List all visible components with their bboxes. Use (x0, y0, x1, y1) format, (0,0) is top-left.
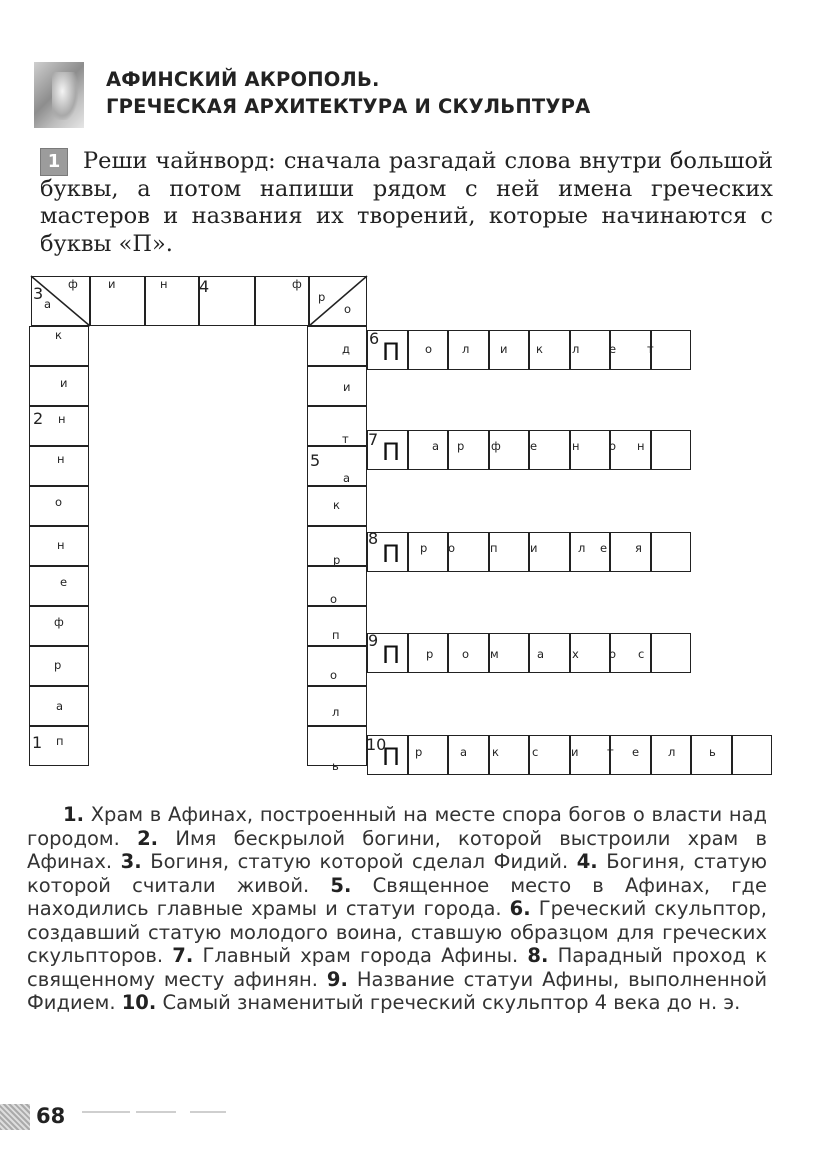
clues-list (27, 803, 767, 1015)
row9-letter: о (609, 647, 617, 661)
row9-cell (651, 633, 692, 673)
left-column-letter: о (55, 495, 63, 509)
row7-letter: о (609, 439, 617, 453)
row8-letter: и (530, 541, 538, 555)
row8-letter: я (635, 541, 642, 555)
row10-letter: и (571, 745, 579, 759)
clue-text: Священное место в Афинах, где находились главные храмы и статуи города. (27, 873, 767, 920)
row10-letter: к (492, 745, 499, 759)
row7-letter: р (457, 439, 465, 453)
clue-number-7: 7 (368, 430, 379, 449)
row10-cell (408, 735, 449, 775)
clue-number: 10. (121, 991, 157, 1014)
row8-letter: п (490, 541, 498, 555)
row6-letter: л (572, 342, 580, 356)
clue-number: 4. (576, 850, 598, 873)
clue-number: 1. (63, 803, 84, 826)
clue-number-10: 10 (366, 735, 387, 754)
row8-letter: е (600, 541, 608, 555)
row8-letter: л (578, 541, 586, 555)
clue-text: Богиня, статую которой сделал Фидий. (150, 850, 569, 873)
clue-text: Парадный проход к священному месту афинян. (27, 944, 767, 991)
clue-number-5: 5 (310, 451, 321, 470)
task-instruction: Реши чайнворд: сначала разгадай слова внутри большой буквы, а потом напиши рядом с ней имена греческих мастеров и названия их творений, которые начинаются с буквы «П». (40, 148, 773, 257)
row6-cell (489, 330, 530, 370)
clue-number-8: 8 (368, 529, 379, 548)
clue-number-3: 3 (33, 284, 44, 303)
row7-big-letter: П (382, 438, 401, 466)
row10-cell (732, 735, 773, 775)
row8-letter: о (448, 541, 456, 555)
footer-rule (82, 1111, 130, 1113)
page-corner-decoration (0, 1104, 30, 1130)
top-row-letter: ф (292, 277, 302, 291)
row9-letter: с (638, 647, 645, 661)
row10-cell (610, 735, 651, 775)
clue-text: Храм в Афинах, построенный на месте спора богов о власти над городом. (27, 803, 767, 850)
right-column-letter: к (333, 498, 340, 512)
row10-letter: с (532, 745, 539, 759)
footer-rule (136, 1111, 176, 1113)
top-row-letter: ф (68, 277, 78, 291)
row9-letter: а (537, 647, 545, 661)
row7-letter: е (530, 439, 538, 453)
clue-number: 9. (326, 967, 348, 991)
right-column-letter: о (330, 668, 338, 682)
row7-letter: н (637, 439, 645, 453)
row9-letter: м (490, 647, 499, 661)
clue-number: 7. (172, 944, 194, 967)
left-column-letter: р (54, 658, 62, 672)
row6-letter: и (500, 342, 508, 356)
left-column-letter: а (56, 699, 64, 713)
row6-big-letter: П (382, 338, 401, 366)
row9-cell (610, 633, 651, 673)
title-line-1: АФИНСКИЙ АКРОПОЛЬ. (106, 68, 380, 91)
page-number: 68 (36, 1104, 66, 1128)
top-row-letter: и (108, 277, 116, 291)
clue-number: 2. (137, 826, 159, 850)
row8-cell (610, 532, 651, 572)
clue-number-6: 6 (369, 329, 380, 348)
row9-big-letter: П (382, 641, 401, 669)
clue-number-4: 4 (199, 277, 210, 296)
row10-letter: р (415, 745, 423, 759)
right-column-letter: д (342, 342, 350, 356)
right-column-letter: р (333, 553, 341, 567)
left-column-letter: к (55, 328, 62, 342)
row7-letter: ф (491, 439, 501, 453)
clue-text: Греческий скульптор, создавший статую молодого воина, ставшую образцом для греческих скульпторов. (27, 897, 767, 967)
corner-left-letter: а (44, 297, 52, 311)
right-column-letter: о (330, 592, 338, 606)
row10-letter: а (460, 745, 468, 759)
right-column-cell (307, 366, 367, 406)
left-column-cell (29, 366, 89, 406)
row7-cell (408, 430, 449, 470)
clue-number: 6. (509, 897, 531, 920)
clue-number: 8. (527, 944, 549, 967)
row9-letter: о (462, 647, 470, 661)
row9-letter: р (426, 647, 434, 661)
task-number-badge: 1 (40, 148, 68, 176)
left-column-cell (29, 566, 89, 606)
top-right-diag-letter: р (318, 290, 326, 304)
row8-cell (408, 532, 449, 572)
right-column-letter: ь (332, 759, 339, 773)
clue-number: 3. (120, 850, 142, 873)
row9-letter: х (572, 647, 579, 661)
top-right-diag-letter: о (344, 302, 352, 316)
row6-letter: к (536, 342, 543, 356)
right-column-letter: т (342, 432, 349, 446)
row8-letter: р (420, 541, 428, 555)
left-column-letter: ф (54, 615, 64, 629)
clue-number: 5. (330, 873, 352, 897)
row7-letter: н (572, 439, 580, 453)
row6-letter: л (462, 342, 470, 356)
row6-letter: е (609, 342, 617, 356)
row7-cell (448, 430, 489, 470)
row10-letter: т (607, 745, 614, 759)
left-column-letter: н (57, 538, 65, 552)
right-column-cell (307, 406, 367, 446)
top-row-letter: н (160, 277, 168, 291)
right-column-letter: и (343, 380, 351, 394)
row8-big-letter: П (382, 540, 401, 568)
row7-letter: а (432, 439, 440, 453)
clue-text: Главный храм города Афины. (202, 944, 519, 967)
right-column-letter: а (343, 471, 351, 485)
left-column-letter: е (60, 575, 68, 589)
right-column-letter: п (332, 628, 340, 642)
footer-rule (190, 1111, 226, 1113)
clue-number-2: 2 (33, 409, 44, 428)
clue-text: Название статуи Афины, выполненной Фидием. (27, 967, 768, 1014)
left-column-letter: п (56, 734, 64, 748)
row10-cell (448, 735, 489, 775)
right-column-letter: л (332, 705, 340, 719)
clue-number-1: 1 (32, 733, 43, 752)
row10-letter: л (668, 745, 676, 759)
row6-cell (651, 330, 692, 370)
title-line-2: ГРЕЧЕСКАЯ АРХИТЕКТУРА И СКУЛЬПТУРА (106, 95, 591, 118)
row10-letter: е (632, 745, 640, 759)
row6-letter: т (647, 342, 654, 356)
left-column-letter: н (57, 452, 65, 466)
row8-cell (651, 532, 692, 572)
clue-text: Богиня, статую которой считали живой. (27, 850, 768, 897)
row10-big-letter: П (382, 743, 401, 771)
right-column-cell (307, 326, 367, 366)
left-column-letter: и (60, 376, 68, 390)
row9-cell (529, 633, 570, 673)
row10-letter: ь (709, 745, 716, 759)
clue-text: Самый знаменитый греческий скульптор 4 века до н. э. (162, 991, 741, 1014)
row6-letter: о (425, 342, 433, 356)
clue-number-9: 9 (368, 631, 379, 650)
clue-text: Имя бескрылой богини, которой выстроили храм в Афинах. (27, 826, 768, 873)
row7-cell (651, 430, 692, 470)
left-column-letter: н (58, 412, 66, 426)
